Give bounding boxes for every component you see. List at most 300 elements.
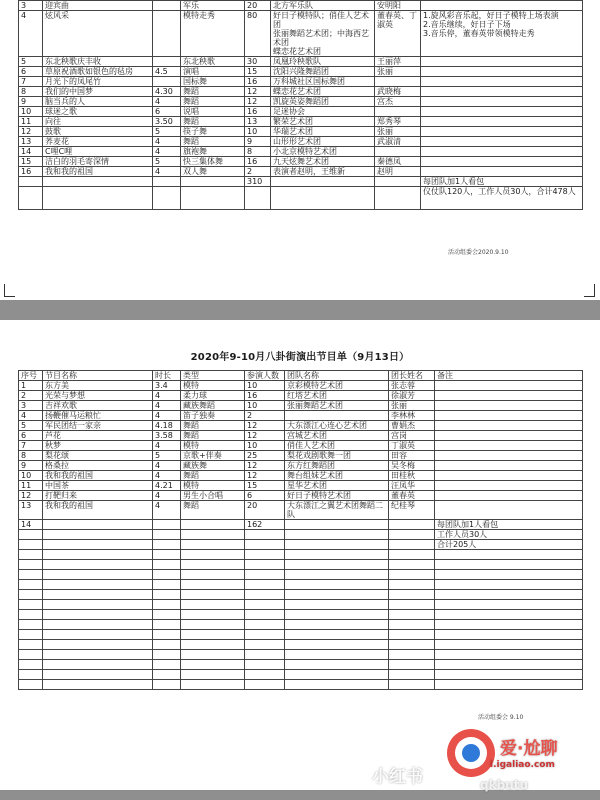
table-cell	[153, 550, 181, 560]
table-cell: 舞台组妹艺术团	[285, 471, 389, 481]
table-cell: 1.旋风彩音乐起，好日子模特上场表演 2.音乐继续，好日子下场 3.音乐停，董春英带领模特走秀	[421, 11, 583, 57]
table-cell: 军乐	[181, 1, 245, 11]
blank-row	[19, 610, 583, 620]
table-cell: 宫岗	[389, 431, 435, 441]
table-cell: 4	[153, 441, 181, 451]
table-cell	[43, 680, 153, 690]
table-row	[19, 481, 583, 491]
table-cell	[43, 650, 153, 660]
table-cell	[245, 187, 271, 210]
blank-row	[19, 650, 583, 660]
total-count: 162	[245, 520, 285, 530]
table-cell: 张丽	[389, 401, 435, 411]
table-cell	[435, 680, 583, 690]
page-title: 2020年9-10月八卦街演出节目单（9月13日）	[190, 352, 410, 363]
table-cell: 4	[19, 11, 43, 57]
note-row	[19, 530, 583, 540]
table-cell: 光荣与梦想	[43, 391, 153, 401]
table-cell: 安明阳	[375, 1, 421, 11]
table-cell: 球迷之歌	[43, 107, 153, 117]
table-cell: 4.18	[153, 421, 181, 431]
table-cell: 舞蹈	[181, 97, 245, 107]
table-cell	[285, 660, 389, 670]
table-cell: 中国茶	[43, 481, 153, 491]
table-cell	[19, 640, 43, 650]
table-cell: 3.4	[153, 381, 181, 391]
table-cell	[153, 530, 181, 540]
table-row	[19, 471, 583, 481]
table-cell	[285, 610, 389, 620]
table-cell: 田桂秋	[389, 471, 435, 481]
table-cell	[153, 640, 181, 650]
table-cell	[435, 670, 583, 680]
table-cell: 国标舞	[181, 77, 245, 87]
table-cell: 3.50	[153, 117, 181, 127]
table-cell: 丁淑英	[389, 441, 435, 451]
blank-row	[19, 550, 583, 560]
table-cell: 大东漂江之翼艺术团舞蹈二队	[285, 501, 389, 520]
table-cell	[245, 670, 285, 680]
table-cell	[19, 187, 43, 210]
table-cell: 12	[245, 431, 285, 441]
table-cell: 3.58	[153, 431, 181, 441]
table-cell	[43, 600, 153, 610]
table-cell	[435, 580, 583, 590]
table-cell	[435, 550, 583, 560]
site-url-watermark: i.igaliao.com	[490, 760, 555, 770]
table-cell: 25	[245, 451, 285, 461]
table-cell: 舞蹈	[181, 87, 245, 97]
table-cell	[245, 580, 285, 590]
table-cell: 繁荣艺术团	[271, 117, 375, 127]
program-table-page-2	[18, 370, 583, 690]
table-cell: 4.30	[153, 87, 181, 97]
table-cell: 万科城社区国标舞团	[271, 77, 375, 87]
table-cell: 九天炫舞艺术团	[271, 157, 375, 167]
table-cell	[389, 640, 435, 650]
table-cell	[421, 67, 583, 77]
table-cell	[43, 660, 153, 670]
table-cell	[245, 570, 285, 580]
table-cell: 藏族舞蹈	[181, 401, 245, 411]
table-cell	[421, 97, 583, 107]
table-cell: 4.21	[153, 481, 181, 491]
table-cell: 鼓歌	[43, 127, 153, 137]
table-cell: 12	[245, 87, 271, 97]
table-cell: 张丽	[375, 127, 421, 137]
table-cell	[421, 167, 583, 177]
table-cell	[285, 570, 389, 580]
table-cell	[421, 57, 583, 67]
table-cell: 6	[19, 67, 43, 77]
table-cell: 炫风采	[43, 11, 153, 57]
table-cell	[181, 177, 245, 187]
table-cell: 双人舞	[181, 167, 245, 177]
table-cell	[19, 680, 43, 690]
table-cell: 草原祝酒歌如银色的毡房	[43, 67, 153, 77]
table-cell: 80	[245, 11, 271, 57]
table-cell: 11	[19, 481, 43, 491]
table-cell	[181, 620, 245, 630]
table-cell	[43, 590, 153, 600]
table-cell: 20	[245, 501, 285, 520]
total-note: 每团队加1人看包	[435, 520, 583, 530]
table-cell: 李林林	[389, 411, 435, 421]
table-cell: 徐淑芳	[389, 391, 435, 401]
organizer-stamp: 活动组委会2020.9.10	[448, 249, 509, 256]
table-cell: 演唱	[181, 67, 245, 77]
table-row	[19, 421, 583, 431]
table-cell	[389, 620, 435, 630]
table-cell: 4	[153, 167, 181, 177]
table-cell: 藏族舞	[181, 461, 245, 471]
table-cell: 脑当兵的人	[43, 97, 153, 107]
column-header: 序号	[19, 371, 43, 381]
table-cell	[389, 530, 435, 540]
column-header: 备注	[435, 371, 583, 381]
table-cell	[421, 147, 583, 157]
table-cell	[153, 11, 181, 57]
table-row	[19, 11, 583, 57]
table-cell	[153, 77, 181, 87]
table-cell: 张丽	[375, 67, 421, 77]
table-cell: 16	[245, 391, 285, 401]
table-cell	[285, 550, 389, 560]
table-cell	[389, 570, 435, 580]
table-row	[19, 167, 583, 177]
table-cell: 模特走秀	[181, 11, 245, 57]
table-cell	[153, 57, 181, 67]
table-cell: 好日子模特队；俏佳人艺术团 张丽舞蹈艺术团；中海西艺术团 蝶恋花艺术团	[271, 11, 375, 57]
table-cell	[285, 560, 389, 570]
table-cell	[181, 570, 245, 580]
table-cell: 曹娟杰	[389, 421, 435, 431]
table-cell	[19, 650, 43, 660]
table-cell	[181, 540, 245, 550]
table-cell	[181, 610, 245, 620]
table-cell: 16	[245, 107, 271, 117]
table-cell	[43, 610, 153, 620]
table-cell	[153, 560, 181, 570]
table-cell	[389, 590, 435, 600]
table-cell	[43, 670, 153, 680]
table-cell	[435, 640, 583, 650]
table-cell: 汪凤华	[389, 481, 435, 491]
table-cell: 足迷协会	[271, 107, 375, 117]
table-cell: 武淑清	[375, 137, 421, 147]
table-cell	[285, 600, 389, 610]
table-cell	[389, 650, 435, 660]
table-cell	[435, 441, 583, 451]
table-cell	[285, 530, 389, 540]
column-header: 时长	[153, 371, 181, 381]
blank-row	[19, 560, 583, 570]
table-cell	[245, 650, 285, 660]
table-cell	[43, 520, 153, 530]
table-cell	[19, 600, 43, 610]
table-cell	[19, 670, 43, 680]
table-cell	[153, 630, 181, 640]
table-cell: 舞蹈	[181, 117, 245, 127]
table-cell	[19, 540, 43, 550]
table-cell	[285, 640, 389, 650]
blank-row	[19, 630, 583, 640]
crop-mark	[4, 284, 15, 297]
table-cell	[421, 127, 583, 137]
blank-row	[19, 680, 583, 690]
table-cell: 月光下的凤尾竹	[43, 77, 153, 87]
table-cell: 12	[245, 471, 285, 481]
table-cell	[389, 580, 435, 590]
table-cell: 3	[19, 401, 43, 411]
table-cell: 董春英	[389, 491, 435, 501]
table-cell: 12	[19, 491, 43, 501]
table-cell	[181, 650, 245, 660]
table-cell: 大东漂江心连心艺术团	[285, 421, 389, 431]
table-cell: 4	[153, 491, 181, 501]
table-row	[19, 157, 583, 167]
table-cell	[285, 670, 389, 680]
table-row	[19, 147, 583, 157]
table-cell	[153, 680, 181, 690]
table-cell	[285, 590, 389, 600]
column-header: 团队名称	[285, 371, 389, 381]
table-cell: 赵明	[375, 167, 421, 177]
table-cell	[181, 580, 245, 590]
table-cell: 东北秧歌庆丰收	[43, 57, 153, 67]
table-cell	[181, 630, 245, 640]
table-row	[19, 97, 583, 107]
table-row	[19, 401, 583, 411]
table-cell: 1	[19, 381, 43, 391]
page-gap	[0, 300, 600, 320]
table-cell	[245, 660, 285, 670]
staff-note: 工作人员30人	[435, 530, 583, 540]
table-cell: 4	[153, 137, 181, 147]
table-cell: 15	[19, 157, 43, 167]
table-cell	[389, 540, 435, 550]
blank-row	[19, 600, 583, 610]
table-cell	[181, 680, 245, 690]
table-cell	[181, 550, 245, 560]
table-cell	[153, 670, 181, 680]
table-row	[19, 137, 583, 147]
table-row	[19, 77, 583, 87]
table-cell	[435, 431, 583, 441]
table-cell	[19, 620, 43, 630]
table-cell: 舞蹈	[181, 421, 245, 431]
table-cell	[43, 630, 153, 640]
table-cell: 俏佳人艺术团	[285, 441, 389, 451]
table-cell: 郑秀琴	[375, 117, 421, 127]
table-row	[19, 67, 583, 77]
table-cell: 说唱	[181, 107, 245, 117]
table-cell	[245, 640, 285, 650]
table-cell	[389, 550, 435, 560]
table-cell: 红塔艺术团	[285, 391, 389, 401]
table-cell	[181, 640, 245, 650]
table-cell: 凯旋英姿舞蹈团	[271, 97, 375, 107]
table-cell: 9	[245, 137, 271, 147]
table-cell	[435, 381, 583, 391]
table-cell: 东北秧歌	[181, 57, 245, 67]
table-cell: 华瑞艺术团	[271, 127, 375, 137]
table-cell	[153, 600, 181, 610]
table-cell: 我和我的祖国	[43, 167, 153, 177]
table-cell: 4	[153, 501, 181, 520]
document-page-2	[0, 320, 600, 790]
table-cell	[43, 580, 153, 590]
table-cell: 凤凰玲秧歌队	[271, 57, 375, 67]
table-cell: 7	[19, 77, 43, 87]
total-count: 310	[245, 177, 271, 187]
table-cell: 4	[153, 401, 181, 411]
total-row	[19, 520, 583, 530]
table-cell: 北方军乐队	[271, 1, 375, 11]
table-cell	[375, 177, 421, 187]
table-cell: 7	[19, 441, 43, 451]
table-cell	[285, 630, 389, 640]
table-cell	[245, 590, 285, 600]
table-cell	[19, 630, 43, 640]
table-cell: 15	[245, 481, 285, 491]
table-cell	[19, 590, 43, 600]
table-cell: 10	[245, 127, 271, 137]
table-cell: 8	[19, 451, 43, 461]
table-cell: 5	[153, 157, 181, 167]
table-row	[19, 461, 583, 471]
column-header: 类型	[181, 371, 245, 381]
table-cell	[435, 501, 583, 520]
table-cell	[153, 177, 181, 187]
table-row	[19, 1, 583, 11]
table-cell: 4	[153, 411, 181, 421]
table-cell: 柔力球	[181, 391, 245, 401]
table-cell: 星华艺术团	[285, 481, 389, 491]
table-cell	[435, 560, 583, 570]
document-page-1	[0, 0, 600, 300]
note-row	[19, 187, 583, 210]
table-cell: 4	[153, 147, 181, 157]
blank-row	[19, 580, 583, 590]
table-cell	[153, 650, 181, 660]
table-cell	[153, 660, 181, 670]
table-cell	[435, 471, 583, 481]
table-cell: 舞蹈	[181, 431, 245, 441]
table-cell	[389, 560, 435, 570]
table-cell: 张志蓉	[389, 381, 435, 391]
table-row	[19, 431, 583, 441]
table-cell: 男生小合唱	[181, 491, 245, 501]
table-cell: 4	[19, 411, 43, 421]
table-cell: 旗袍舞	[181, 147, 245, 157]
table-cell: 向往	[43, 117, 153, 127]
table-cell: 16	[19, 167, 43, 177]
table-cell	[19, 610, 43, 620]
table-cell	[245, 600, 285, 610]
table-cell: 14	[19, 147, 43, 157]
note-row	[19, 540, 583, 550]
table-cell: 9	[19, 461, 43, 471]
column-header: 节目名称	[43, 371, 153, 381]
table-cell	[43, 570, 153, 580]
table-cell: 5	[153, 451, 181, 461]
blank-row	[19, 640, 583, 650]
table-cell: 秋梦	[43, 441, 153, 451]
table-cell: 我们的中国梦	[43, 87, 153, 97]
table-cell	[19, 580, 43, 590]
table-cell	[181, 670, 245, 680]
table-cell: 4	[153, 471, 181, 481]
table-cell	[421, 107, 583, 117]
table-row	[19, 391, 583, 401]
table-cell: 4	[153, 97, 181, 107]
table-cell	[375, 147, 421, 157]
column-header: 团长姓名	[389, 371, 435, 381]
blank-row	[19, 590, 583, 600]
table-cell	[43, 540, 153, 550]
table-cell: 8	[19, 87, 43, 97]
crop-mark	[584, 284, 595, 297]
table-cell: 16	[245, 157, 271, 167]
table-cell	[421, 157, 583, 167]
table-cell: 10	[245, 401, 285, 411]
table-cell	[43, 560, 153, 570]
table-cell: 洁白的羽毛寄深情	[43, 157, 153, 167]
total-row	[19, 177, 583, 187]
table-cell	[285, 520, 389, 530]
table-cell: 筷子舞	[181, 127, 245, 137]
table-row	[19, 117, 583, 127]
table-cell	[19, 570, 43, 580]
table-cell: 我和我的祖国	[43, 471, 153, 481]
table-cell: 董春英、丁淑英	[375, 11, 421, 57]
table-cell: 2	[245, 411, 285, 421]
table-cell	[421, 117, 583, 127]
chat-bubble-logo-icon	[444, 726, 498, 780]
table-cell: 京歌+伴奏	[181, 451, 245, 461]
table-cell: 10	[245, 381, 285, 391]
table-cell: 纪桂琴	[389, 501, 435, 520]
table-cell: 13	[19, 137, 43, 147]
table-cell	[245, 610, 285, 620]
table-cell	[285, 620, 389, 630]
table-cell: 5	[153, 127, 181, 137]
table-cell: 秦德凤	[375, 157, 421, 167]
table-cell	[271, 177, 375, 187]
table-cell: 12	[245, 97, 271, 107]
table-cell	[435, 411, 583, 421]
table-cell: 4.5	[153, 67, 181, 77]
table-cell	[435, 570, 583, 580]
table-cell	[389, 660, 435, 670]
table-cell	[435, 461, 583, 471]
table-cell: 小北京模特艺术团	[271, 147, 375, 157]
table-row	[19, 87, 583, 97]
column-header: 参演人数	[245, 371, 285, 381]
table-cell	[285, 580, 389, 590]
table-cell	[43, 640, 153, 650]
table-cell: 东方美	[43, 381, 153, 391]
table-row	[19, 491, 583, 501]
table-cell: 10	[19, 471, 43, 481]
table-cell	[389, 680, 435, 690]
table-cell: 扬鞭催马运粮忙	[43, 411, 153, 421]
table-cell: 模特	[181, 381, 245, 391]
blank-row	[19, 660, 583, 670]
table-cell: 田容	[389, 451, 435, 461]
table-cell	[375, 187, 421, 210]
